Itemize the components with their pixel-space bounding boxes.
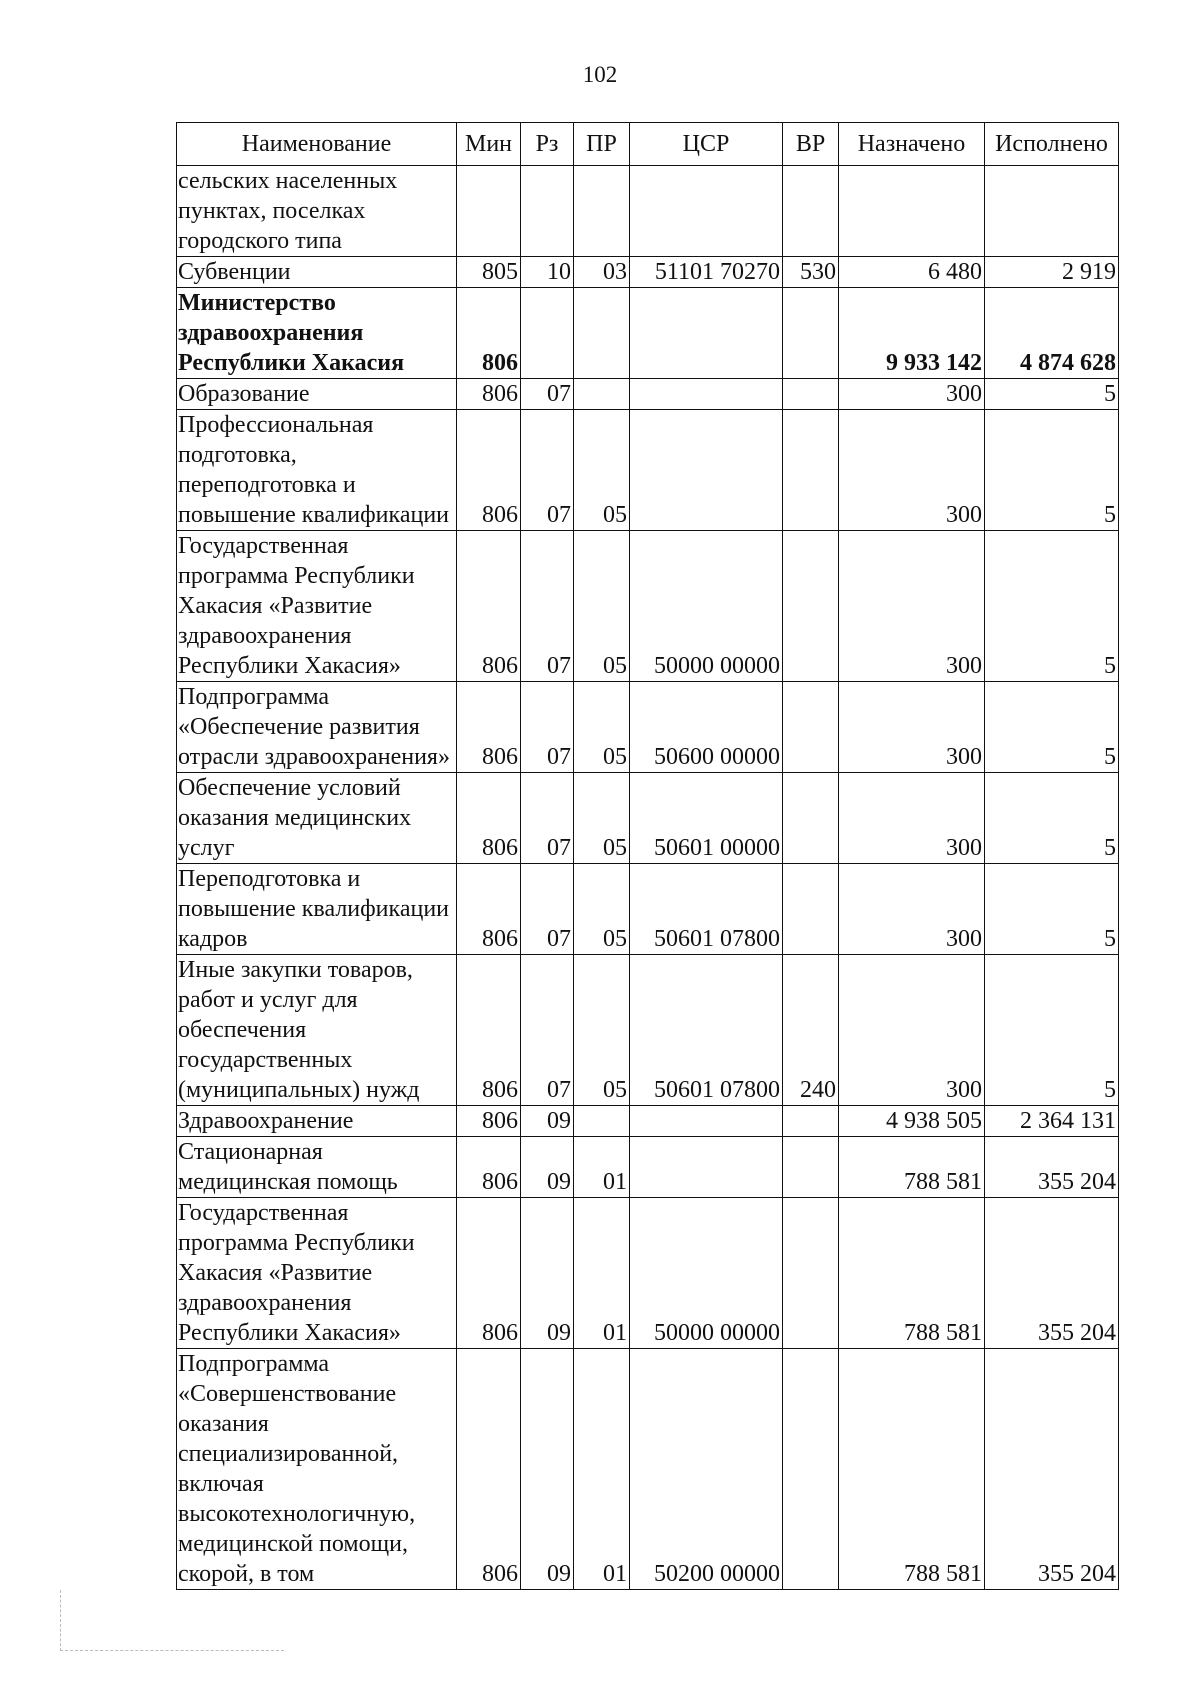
- cell-name: Субвенции: [177, 257, 457, 288]
- cell-vr: [783, 288, 839, 379]
- cell-csr: [630, 410, 783, 531]
- cell-rz: 07: [521, 410, 574, 531]
- cell-rz: 07: [521, 379, 574, 410]
- cell-executed: 355 204: [985, 1349, 1119, 1590]
- cell-executed: 4 874 628: [985, 288, 1119, 379]
- cell-vr: [783, 1137, 839, 1198]
- header-min: Мин: [457, 123, 521, 166]
- table-row: [177, 682, 1119, 773]
- cell-csr: 50200 00000: [630, 1349, 783, 1590]
- cell-name: Иные закупки товаров, работ и услуг для обеспечения государственных (муниципальных) нужд: [177, 955, 457, 1106]
- cell-executed: 5: [985, 410, 1119, 531]
- cell-assigned: 300: [839, 864, 985, 955]
- cell-csr: [630, 288, 783, 379]
- cell-csr: 50000 00000: [630, 1198, 783, 1349]
- table-row: [177, 410, 1119, 531]
- cell-vr: [783, 531, 839, 682]
- table-row: [177, 864, 1119, 955]
- cell-name: Государственная программа Республики Хакасия «Развитие здравоохранения Республики Хакасия»: [177, 1198, 457, 1349]
- cell-pr: 01: [574, 1349, 630, 1590]
- cell-assigned: 300: [839, 531, 985, 682]
- cell-executed: 5: [985, 773, 1119, 864]
- cell-executed: 2 364 131: [985, 1106, 1119, 1137]
- cell-executed: 5: [985, 379, 1119, 410]
- cell-pr: 05: [574, 773, 630, 864]
- cell-vr: [783, 379, 839, 410]
- cell-csr: [630, 1137, 783, 1198]
- cell-min: 806: [457, 1106, 521, 1137]
- cell-pr: [574, 1106, 630, 1137]
- header-executed: Исполнено: [985, 123, 1119, 166]
- cell-min: 806: [457, 288, 521, 379]
- cell-assigned: 788 581: [839, 1137, 985, 1198]
- cell-pr: [574, 166, 630, 257]
- cell-min: 806: [457, 955, 521, 1106]
- cell-name: Стационарная медицинская помощь: [177, 1137, 457, 1198]
- cell-assigned: 300: [839, 773, 985, 864]
- cell-executed: 2 919: [985, 257, 1119, 288]
- cell-pr: [574, 379, 630, 410]
- cell-min: 806: [457, 531, 521, 682]
- cell-pr: 05: [574, 955, 630, 1106]
- cell-pr: 05: [574, 864, 630, 955]
- cell-csr: [630, 1106, 783, 1137]
- cell-csr: 50601 07800: [630, 864, 783, 955]
- cell-rz: 07: [521, 955, 574, 1106]
- cell-min: 806: [457, 1198, 521, 1349]
- cell-executed: 5: [985, 864, 1119, 955]
- cell-assigned: 300: [839, 410, 985, 531]
- cell-min: [457, 166, 521, 257]
- cell-pr: [574, 288, 630, 379]
- cell-csr: 50000 00000: [630, 531, 783, 682]
- cell-min: 805: [457, 257, 521, 288]
- cell-name: Здравоохранение: [177, 1106, 457, 1137]
- cell-assigned: 788 581: [839, 1349, 985, 1590]
- table-row: [177, 1106, 1119, 1137]
- cell-min: 806: [457, 1349, 521, 1590]
- header-vr: ВР: [783, 123, 839, 166]
- cell-rz: 07: [521, 773, 574, 864]
- cell-name: Государственная программа Республики Хакасия «Развитие здравоохранения Республики Хакасия»: [177, 531, 457, 682]
- cell-executed: 5: [985, 682, 1119, 773]
- cell-min: 806: [457, 1137, 521, 1198]
- cell-name: Профессиональная подготовка, переподготовка и повышение квалификации: [177, 410, 457, 531]
- table-row: [177, 531, 1119, 682]
- header-pr: ПР: [574, 123, 630, 166]
- cell-vr: [783, 410, 839, 531]
- cell-name: Подпрограмма «Обеспечение развития отрасли здравоохранения»: [177, 682, 457, 773]
- cell-pr: 05: [574, 531, 630, 682]
- cell-rz: [521, 288, 574, 379]
- cell-assigned: 788 581: [839, 1198, 985, 1349]
- table-row: [177, 1137, 1119, 1198]
- table-row: [177, 1198, 1119, 1349]
- cell-assigned: 300: [839, 682, 985, 773]
- cell-assigned: [839, 166, 985, 257]
- cell-rz: 10: [521, 257, 574, 288]
- cell-rz: 07: [521, 864, 574, 955]
- table-row: [177, 1349, 1119, 1590]
- cell-csr: [630, 379, 783, 410]
- cell-rz: 09: [521, 1198, 574, 1349]
- table-row: [177, 955, 1119, 1106]
- page-number: 102: [582, 62, 618, 87]
- cell-name: Образование: [177, 379, 457, 410]
- cell-name: Переподготовка и повышение квалификации кадров: [177, 864, 457, 955]
- cell-pr: 01: [574, 1198, 630, 1349]
- cell-vr: [783, 682, 839, 773]
- cell-csr: 50601 07800: [630, 955, 783, 1106]
- cell-rz: 07: [521, 531, 574, 682]
- faded-stamp: [60, 1590, 284, 1651]
- cell-vr: [783, 1106, 839, 1137]
- cell-min: 806: [457, 379, 521, 410]
- table-row: [177, 773, 1119, 864]
- cell-vr: [783, 773, 839, 864]
- cell-csr: [630, 166, 783, 257]
- table-row: [177, 257, 1119, 288]
- cell-name: Министерство здравоохранения Республики Хакасия: [177, 288, 457, 379]
- cell-vr: [783, 1198, 839, 1349]
- cell-vr: 530: [783, 257, 839, 288]
- table-row: [177, 166, 1119, 257]
- table-header-row: [177, 123, 1119, 166]
- cell-rz: 07: [521, 682, 574, 773]
- cell-vr: [783, 166, 839, 257]
- cell-name: сельских населенных пунктах, поселках городского типа: [177, 166, 457, 257]
- cell-assigned: 4 938 505: [839, 1106, 985, 1137]
- table-row: [177, 379, 1119, 410]
- cell-pr: 05: [574, 682, 630, 773]
- cell-rz: 09: [521, 1137, 574, 1198]
- cell-min: 806: [457, 410, 521, 531]
- cell-executed: 5: [985, 531, 1119, 682]
- cell-rz: 09: [521, 1349, 574, 1590]
- cell-executed: 355 204: [985, 1198, 1119, 1349]
- cell-assigned: 6 480: [839, 257, 985, 288]
- cell-vr: [783, 864, 839, 955]
- cell-rz: [521, 166, 574, 257]
- header-name: Наименование: [177, 123, 457, 166]
- cell-min: 806: [457, 773, 521, 864]
- cell-executed: [985, 166, 1119, 257]
- cell-rz: 09: [521, 1106, 574, 1137]
- cell-vr: [783, 1349, 839, 1590]
- cell-name: Подпрограмма «Совершенствование оказания специализированной, включая высокотехнологичную, медицинской помощи, скорой, в том: [177, 1349, 457, 1590]
- cell-min: 806: [457, 864, 521, 955]
- cell-csr: 50600 00000: [630, 682, 783, 773]
- cell-pr: 01: [574, 1137, 630, 1198]
- cell-executed: 5: [985, 955, 1119, 1106]
- cell-assigned: 9 933 142: [839, 288, 985, 379]
- cell-assigned: 300: [839, 379, 985, 410]
- cell-csr: 50601 00000: [630, 773, 783, 864]
- header-csr: ЦСР: [630, 123, 783, 166]
- header-rz: Рз: [521, 123, 574, 166]
- cell-assigned: 300: [839, 955, 985, 1106]
- cell-csr: 51101 70270: [630, 257, 783, 288]
- cell-pr: 05: [574, 410, 630, 531]
- cell-min: 806: [457, 682, 521, 773]
- cell-pr: 03: [574, 257, 630, 288]
- cell-executed: 355 204: [985, 1137, 1119, 1198]
- cell-vr: 240: [783, 955, 839, 1106]
- header-assigned: Назначено: [839, 123, 985, 166]
- table-row: [177, 288, 1119, 379]
- budget-table: [176, 122, 1119, 1590]
- cell-name: Обеспечение условий оказания медицинских услуг: [177, 773, 457, 864]
